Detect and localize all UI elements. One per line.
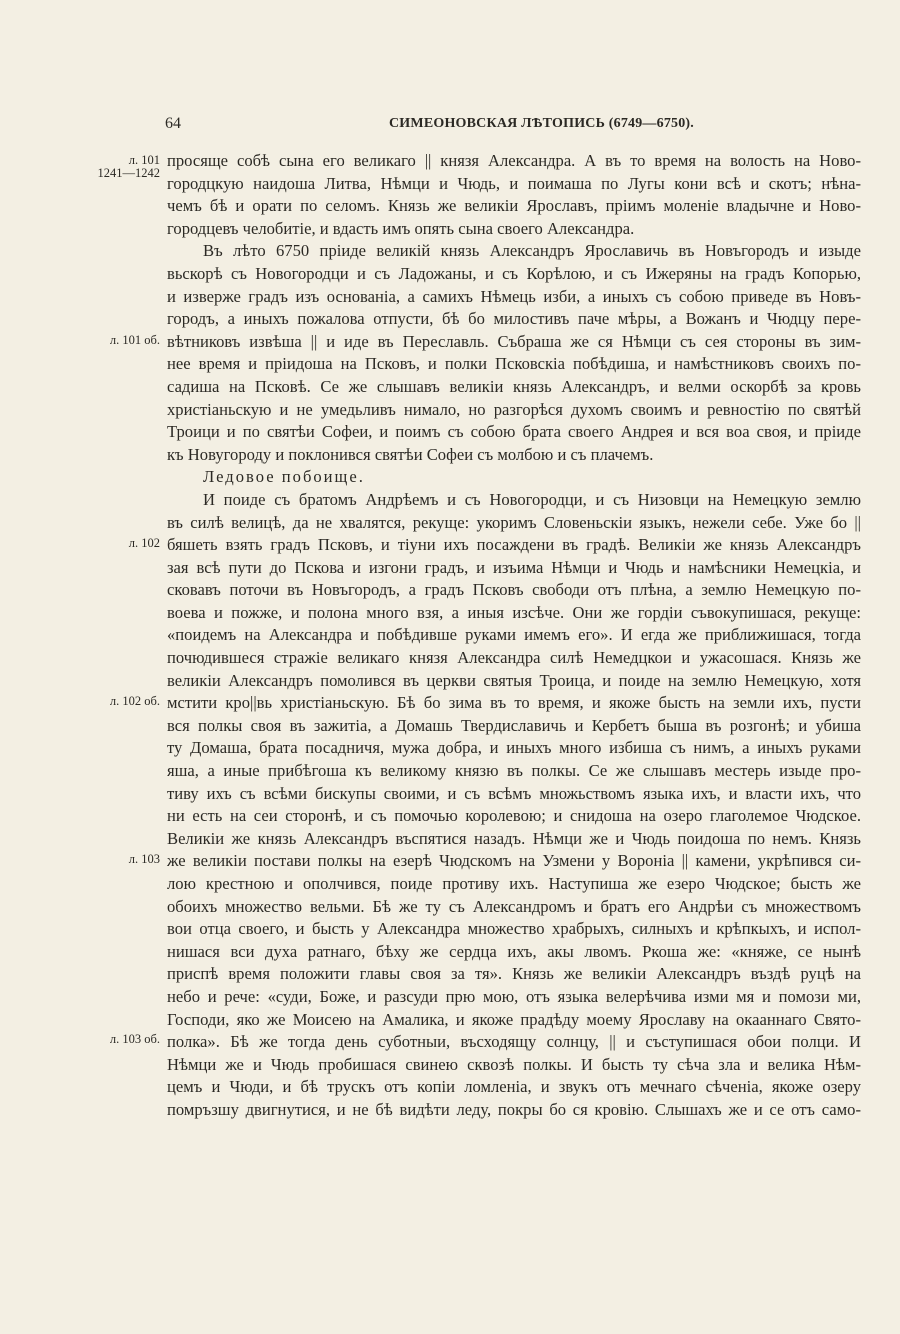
text-line: нишася вси духа ратнаго, бѣху же сердца ихъ, акы лвомъ. Ркоша же: «княже, се нынѣ [167, 941, 861, 961]
text-line: зая всѣ пути до Пскова и изгони градъ, и изъима Нѣмци и Чюдь и намѣсники Немецкіа, и [167, 557, 861, 577]
text-line: къ Новугороду и поклонився святѣи Софеи съ молбою и съ плачемъ. [167, 444, 654, 464]
text-line: садиша на Псковѣ. Се же слышавъ великіи князь Александръ, и велми оскорбѣ за кровь [167, 376, 861, 396]
text-line: тиву ихъ съ всѣми бискупы своими, и съ всѣмъ множьствомъ языка ихъ, и власти ихъ, что [167, 783, 861, 803]
margin-note-folio: л. 101 [128, 153, 160, 167]
text-line: вѣтниковъ извѣша || и иде въ Переславль. Събраша же ся Нѣмци съ сея стороны въ зим- [167, 331, 861, 351]
section-heading: Ледовое побоище. [203, 467, 365, 487]
text-line: нее время и пріидоша на Псковъ, и полки Псковскіа побѣдиша, и намѣстниковъ своихъ по- [167, 354, 861, 374]
text-line: вои отца своего, и бысть у Александра множество храбрыхъ, силныхъ и крѣпкыхъ, и испол- [167, 919, 861, 939]
text-line: вьскорѣ съ Новогородци и съ Ладожаны, и съ Корѣлою, и съ Ижеряны на градъ Копорью, [167, 263, 861, 283]
text-line: городцевъ челобитіе, и вдасть имъ опять сына своего Александра. [167, 218, 635, 238]
text-line: полка». Бѣ же тогда день суботныи, въсходящу солнцу, || и съступишася обои полци. И [167, 1032, 861, 1052]
margin-note-folio: л. 103 [128, 852, 160, 866]
text-line: обоихъ множество вельми. Бѣ же ту съ Александромъ и братъ его Андрѣи съ множествомъ [167, 896, 861, 916]
margin-note-folio: л. 103 об. [109, 1032, 160, 1046]
text-line: Въ лѣто 6750 пріиде великій князь Александръ Ярославичь въ Новъгородъ и изыде [203, 241, 861, 261]
chronicle-text [167, 150, 861, 1122]
text-line: вся полкы своя въ зажитіа, а Домашь Твердиславичь и Кербетъ быша въ розгонѣ; и убиша [167, 715, 861, 735]
text-line: городцкую наидоша Литва, Нѣмци и Чюдь, и поимаша по Лугы кони всѣ и скотъ; нѣна- [167, 173, 861, 193]
text-line: великіи Александръ помолився въ церкви святыя Троица, и поиде на землю Немецкую, хотя [167, 670, 861, 690]
text-line: Господи, яко же Моисею на Амалика, и якоже прадѣду моему Ярославу на окааннаго Свято- [167, 1009, 861, 1029]
text-line: Нѣмци же и Чюдь пробишася свинею сквозѣ полкы. И бысть ту сѣча зла и велика Нѣм- [167, 1054, 861, 1074]
text-line: небо и рече: «суди, Боже, и разсуди прю мою, отъ языка велерѣчива изми мя и помози ми, [167, 986, 861, 1006]
text-line: сковавъ поточи въ Новъгородъ, а градъ Псковъ свободи отъ плѣна, а землю Немецкую по- [167, 580, 861, 600]
text-line: помръзшу двигнутися, и не бѣ видѣти леду, покры бо ся кровію. Слышахъ же и се отъ само- [167, 1099, 861, 1119]
page-number: 64 [165, 115, 181, 132]
text-line: и изверже градъ изъ основаніа, а самихъ Нѣмець изби, а иныхъ съ собою приведе въ Новъ- [167, 286, 861, 306]
margin-note-years: 1241—1242 [97, 166, 160, 180]
text-line: чемъ бѣ и орати по селомъ. Князь же великіи Ярославъ, пріимъ моленіе владычне и Ново- [167, 196, 861, 216]
text-line: И поиде съ братомъ Андрѣемъ и съ Новогородци, и съ Низовци на Немецкую землю [203, 489, 861, 509]
text-line: приспѣ время положити главы своя за тя». Князь же великіи Александръ въздѣ руцѣ на [167, 964, 861, 984]
text-line: «поидемъ на Александра и побѣдивше руками имемъ его». И егда же приближишася, тогда [167, 625, 861, 645]
text-line: городъ, а иныхъ пожалова отпусти, бѣ бо милостивъ паче мѣры, а Вожанъ и Чюдцу пере- [167, 309, 861, 329]
margin-note-folio: л. 101 об. [109, 333, 160, 347]
text-line: ни есть на сеи сторонѣ, и съ помочью королевою; и снидоша на озеро глаголемое Чюдское. [167, 806, 861, 826]
text-line: христіаньскую и не умедьливъ нимало, но разгорѣся духомъ своимъ и ревностію по святѣй [167, 399, 861, 419]
text-line: просяще собѣ сына его великаго || князя Александра. А въ то время на волость на Ново- [167, 151, 861, 170]
text-line: ту Домаша, брата посадничя, мужа добра, и иныхъ много избиша съ нимъ, а иныхъ руками [167, 738, 861, 758]
text-line: въ силѣ велицѣ, да не хвалятся, рекуще: укоримъ Словеньскіи языкъ, нежели себе. Уже бо || [167, 512, 861, 532]
text-line: почюдившеся стражіе великаго князя Александра силѣ Немедцкои и ужасошася. Князь же [167, 648, 861, 668]
text-line: яша, а иные прибѣгоша къ великому князю въ полкы. Се же слышавъ местерь изыде про- [167, 761, 861, 781]
text-line: цемъ и Чюди, и бѣ трускъ отъ копіи ломленіа, и звукъ отъ мечнаго сѣченіа, якоже озеру [167, 1077, 861, 1097]
page-header [0, 115, 900, 137]
text-line: же великіи постави полкы на езерѣ Чюдскомъ на Узмени у Вороніа || камени, укрѣпився си- [167, 851, 861, 871]
text-line: Великіи же князь Александръ въспятися назадъ. Нѣмци же и Чюдь поидоша по немъ. Князь [167, 828, 861, 848]
text-line: воева и пожже, и полона много взя, а иныя изсѣче. Они же гордіи съвокупишася, рекуще: [167, 602, 861, 622]
running-head: СИМЕОНОВСКАЯ ЛѢТОПИСЬ (6749—6750). [389, 116, 694, 131]
text-line: Троици и по святѣи Софеи, и поимъ съ собою брата своего Андрея и вся воа своя, и пріиде [167, 422, 861, 442]
margin-note-folio: л. 102 об. [109, 694, 160, 708]
text-line: мстити кро||вь христіаньскую. Бѣ бо зима въ то время, и якоже бысть на земли ихъ, пусти [167, 693, 861, 713]
text-line: лою крестною и ополчився, поиде противу ихъ. Наступиша же езеро Чюдское; бысть же [167, 874, 861, 893]
margin-note-folio: л. 102 [128, 536, 160, 550]
text-line: бяшеть взять градъ Псковъ, и тіуни ихъ посаждени въ градѣ. Великіи же князь Александръ [167, 535, 861, 555]
